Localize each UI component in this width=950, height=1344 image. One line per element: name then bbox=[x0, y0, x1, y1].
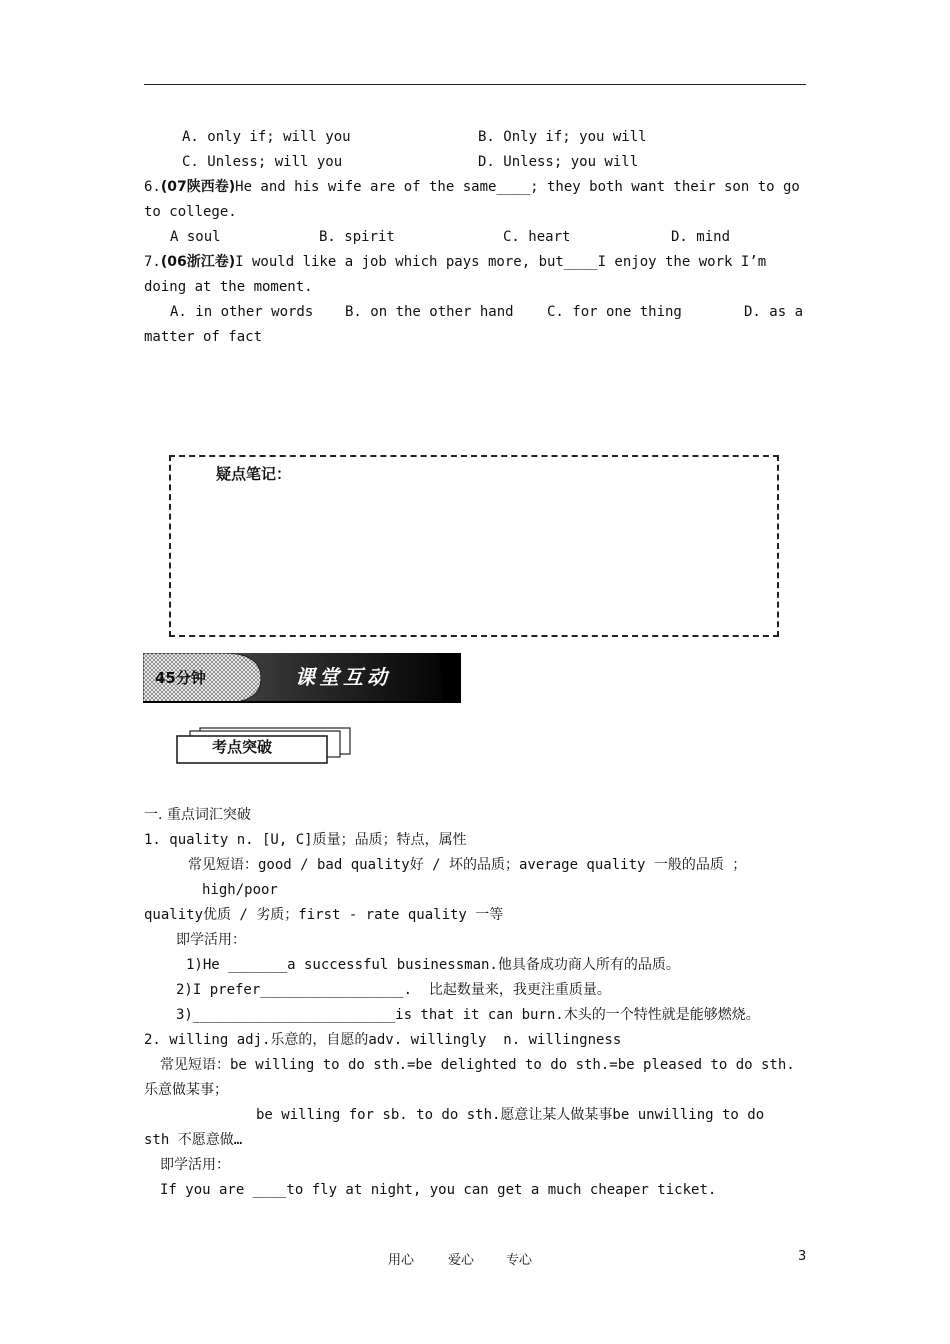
q7-option-c: C. for one thing bbox=[547, 304, 682, 320]
section-banner bbox=[143, 653, 461, 703]
q6-option-c: C. heart bbox=[503, 229, 571, 245]
q6-line2: to college. bbox=[144, 204, 237, 220]
page-number: 3 bbox=[798, 1249, 807, 1264]
q7-line2: doing at the moment. bbox=[144, 279, 313, 295]
q7-number: 7. bbox=[144, 254, 161, 270]
footer-motto-2: 爱心 bbox=[448, 1253, 475, 1268]
item1-ex2: 2)I prefer_________________. 比起数量来，我更注重质量。 bbox=[176, 982, 611, 998]
q5-option-b: B. Only if; you will bbox=[478, 129, 647, 145]
q7-line1 bbox=[144, 253, 766, 271]
notes-box bbox=[169, 455, 779, 637]
q6-option-b: B. spirit bbox=[319, 229, 395, 245]
item1-practice: 即学活用： bbox=[176, 932, 246, 948]
q6-option-a: A soul bbox=[170, 229, 221, 245]
item2-title: 2. willing adj.乐意的，自愿的adv. willingly n. willingness bbox=[144, 1032, 622, 1048]
item2-phrases-2: 乐意做某事； bbox=[144, 1082, 228, 1098]
item1-title: 1. quality n. [U, C]质量；品质；特点，属性 bbox=[144, 832, 467, 848]
item1-ex3: 3)________________________is that it can burn.木头的一个特性就是能够燃烧。 bbox=[176, 1007, 760, 1023]
q5-option-c: C. Unless; will you bbox=[182, 154, 343, 170]
item2-ex1: If you are ____to fly at night, you can get a much cheaper ticket. bbox=[160, 1182, 717, 1198]
item1-phrases-3: quality优质 / 劣质；first - rate quality 一等 bbox=[144, 907, 504, 923]
item2-phrases-3: be willing for sb. to do sth.愿意让某人做某事be unwilling to do bbox=[256, 1107, 765, 1123]
notes-title: 疑点笔记： bbox=[216, 465, 292, 483]
q7-source: (06浙江卷) bbox=[160, 254, 236, 270]
item2-phrases-4: sth 不愿意做… bbox=[144, 1132, 243, 1148]
q7-option-b: B. on the other hand bbox=[345, 304, 514, 320]
q6-text: He and his wife are of the same____; they both want their son to go bbox=[235, 179, 800, 195]
footer-motto-1: 用心 bbox=[388, 1253, 415, 1268]
q6-option-d: D. mind bbox=[671, 229, 731, 245]
q7-text: I would like a job which pays more, but____I enjoy the work I’m bbox=[235, 254, 767, 270]
section-heading: 一. 重点词汇突破 bbox=[144, 807, 251, 823]
item2-phrases: 常见短语：be willing to do sth.=be delighted to do sth.=be pleased to do sth. bbox=[160, 1057, 795, 1073]
q6-line1 bbox=[144, 178, 800, 196]
banner-title: 课堂互动 bbox=[295, 665, 391, 689]
item1-ex1: 1)He _______a successful businessman.他具备成功商人所有的品质。 bbox=[186, 957, 680, 973]
q7-option-d-cont: matter of fact bbox=[144, 329, 263, 345]
q5-option-a: A. only if; will you bbox=[182, 129, 351, 145]
q6-number: 6. bbox=[144, 179, 161, 195]
q6-source: (07陕西卷) bbox=[160, 179, 236, 195]
banner-time-label: 45分钟 bbox=[155, 669, 206, 687]
q5-option-d: D. Unless; you will bbox=[478, 154, 639, 170]
topic-tab bbox=[176, 727, 352, 765]
tab-label: 考点突破 bbox=[212, 738, 273, 756]
item2-practice: 即学活用： bbox=[160, 1157, 230, 1173]
item1-phrases: 常见短语：good / bad quality好 / 坏的品质；average quality 一般的品质 ； bbox=[188, 857, 747, 873]
footer-motto-3: 专心 bbox=[506, 1253, 533, 1268]
item1-phrases-2: high/poor bbox=[202, 882, 278, 898]
q7-option-a: A. in other words bbox=[170, 304, 314, 320]
q7-option-d: D. as a bbox=[744, 304, 804, 320]
header-rule bbox=[144, 84, 806, 85]
